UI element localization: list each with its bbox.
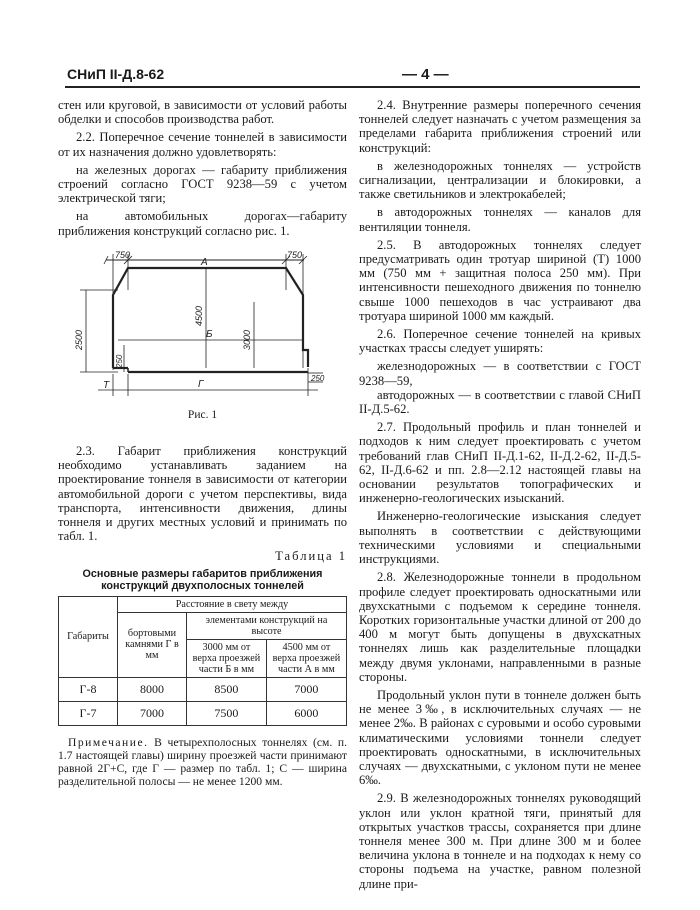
paragraph: 2.5. В автодорожных тоннелях следует предусматривать один тротуар шириной (Т) 1000 мм (750 мм + защитная полоса 250 мм). При интенсивности пешеходного движения по тоннелю свыше 1000 пешеходов в час устраивают два тротуара шириной 1000 мм каждый. [359,237,641,323]
dim-label-2500: 2500 [74,329,84,350]
dim-label-750-left: 750 [115,249,131,260]
paragraph: в железнодорожных тоннелях — устройств сигнализации, централизации и блокировки, а также светильников и электрокабелей; [359,158,641,202]
right-column [359,98,641,895]
dim-label-b: Б [206,328,213,340]
note-label: Примечание. [68,735,149,749]
paragraph: автодорожных — в соответствии с главой СНиП II-Д.5-62. [359,387,641,417]
paragraph: на железных дорогах — габариту приближения строений согласно ГОСТ 9238—59 с учетом электрической тяги; [58,162,347,206]
page-header [67,66,640,84]
paragraph: на автомобильных дорогах—габариту приближения конструкций согласно рис. 1. [58,209,347,238]
dim-label-250-right: 250 [311,373,325,383]
clearance-table [58,596,347,726]
figure-caption: Рис. 1 [187,408,218,421]
dim-label-a: А [201,256,208,268]
dim-label-750-right: 750 [287,249,303,260]
paragraph: 2.7. Продольный профиль и план тоннелей и подходов к ним следует проектировать с учетом требований глав СНиП II-Д.1-62, II-Д.2-62, II-Д.5-62, II-Д.6-62 и пп. 2.8—2.12 настоящей главы на основании результатов топографических и инженерно-геологических изысканий. [359,420,641,506]
table-row: Г-8 8000 8500 7000 [59,677,347,701]
paragraph: 2.3. Габарит приближения конструкций необходимо устанавливать заданием на проектирование тоннеля в зависимости от категории автомобильной дороги с учетом перспективы, вида транспорта, интенсивности движения, длины тоннеля и других местных условий и принимать по табл. 1. [58,444,347,544]
table-row: Г-7 7000 7500 6000 [59,701,347,725]
table-header-gabarity: Габариты [59,596,118,677]
table-header-rasst: Расстояние в свету между [118,596,347,612]
table-caption: Основные размеры габаритов приближения конструкций двухполосных тоннелей [82,567,323,592]
header-rule [65,86,640,88]
clearance-diagram-svg [58,250,347,400]
table-note [58,736,347,788]
paragraph: в автодорожных тоннелях — каналов для вентиляции тоннеля. [359,205,641,234]
dim-label-250-left: 250 [115,354,124,368]
table-label: Таблица 1 [275,549,347,564]
dim-label-3000: 3000 [242,329,252,350]
page-number: — 4 — [402,66,449,83]
paragraph: 2.4. Внутренние размеры поперечного сечения тоннелей следует назначать с учетом размещения за пределами габарита приближения строений или конструкций: [359,98,641,155]
dim-label-t: Т [103,379,110,391]
paragraph: стен или круговой, в зависимости от условий работы обделки и способов производства работ. [58,98,347,127]
dim-label-4500: 4500 [194,305,204,326]
table-header-3000: 3000 мм от верха проезжей части Б в мм [187,639,267,677]
paragraph: 2.8. Железнодорожные тоннели в продольном профиле следует проектировать односкатными или двухскатными с подъемом к середине тоннеля. Коротких горизонтальные участки длиной от 200 до 400 м могут быть допущены в двухскатных тоннелях лишь как разделительные площадки между двумя уклонами, направленными в разные стороны. [359,570,641,684]
paragraph: 2.9. В железнодорожных тоннелях руководящий уклон или уклон кратной тяги, принятый для открытых участков трассы, сохраняется при длине тоннеля менее 300 м. При длине 300 м и более величина уклона в тоннеле и на подходах к нему со стороны подъема на участке, равном полезной длине при- [359,791,641,891]
table-header-4500: 4500 мм от верха проезжей части А в мм [266,639,346,677]
dim-label-g: Г [198,378,204,390]
paragraph: Инженерно-геологические изыскания следует выполнять в соответствии с действующими техническими условиями и специальными инструкциями. [359,509,641,567]
paragraph: 2.6. Поперечное сечение тоннелей на кривых участках трассы следует уширять: [359,327,641,356]
document-code: СНиП II-Д.8-62 [67,66,165,82]
paragraph: железнодорожных — в соответствии с ГОСТ 9238—59, [359,359,641,388]
figure-clearance-diagram [58,250,347,400]
paragraph: Продольный уклон пути в тоннеле должен быть не менее 3‰, в исключительных случаях — не менее 2‰. В районах с суровыми и особо суровыми климатическими условиями тоннели следует проектировать односкатными, в исключительных случаях — двухскатными, с уклоном пути не менее 6‰. [359,687,641,788]
table-header-bort: бортовыми камнями Г в мм [118,612,187,677]
table-header-elem: элементами конструкций на высоте [187,612,347,639]
paragraph: 2.2. Поперечное сечение тоннелей в зависимости от их назначения должно удовлетворять: [58,130,347,159]
note-text: В четырехполосных тоннелях (см. п. 1.7 настоящей главы) ширину проезжей части принимают равной 2Г+С, где Г — размер по табл. 1; С — ширина разделительной полосы — не менее 1200 мм. [58,735,347,788]
left-column [58,98,347,788]
